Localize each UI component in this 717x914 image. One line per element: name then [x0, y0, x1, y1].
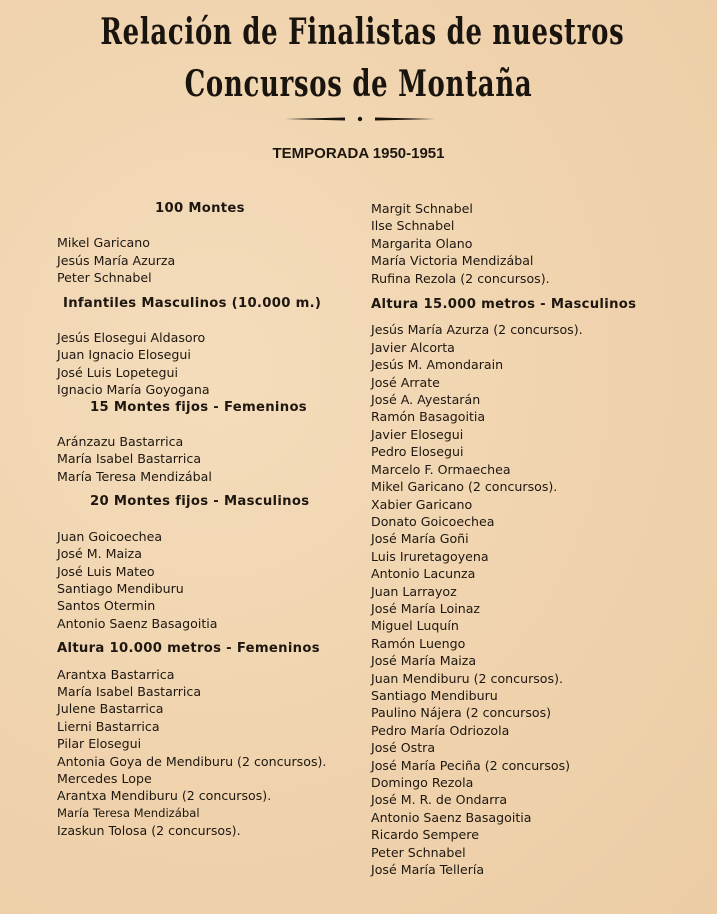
finalist-name: José M. R. de Ondarra: [371, 792, 508, 808]
finalist-name: Mikel Garicano (2 concursos).: [371, 479, 558, 495]
finalist-name: Ramón Luengo: [371, 635, 466, 651]
finalist-name: Pedro Elosegui: [371, 444, 464, 460]
finalist-name: Xabier Garicano: [371, 496, 473, 512]
finalist-name: Donato Goicoechea: [371, 513, 495, 529]
finalist-name: Luis Iruretagoyena: [371, 548, 489, 564]
finalist-name: María Teresa Mendizábal: [57, 468, 212, 484]
finalist-name: José María Peciña (2 concursos): [371, 757, 571, 773]
finalist-name: Peter Schnabel: [371, 844, 466, 860]
finalist-name: José Arrate: [371, 374, 440, 390]
finalist-name: Margarita Olano: [371, 235, 473, 251]
finalist-name: Paulino Nájera (2 concursos): [371, 705, 552, 721]
finalist-name: Mikel Garicano: [57, 235, 150, 251]
finalist-name: Miguel Luquín: [371, 618, 459, 634]
section-heading-15-montes-femeninos: 15 Montes fijos - Femeninos: [90, 399, 307, 415]
finalist-name: Julene Bastarrica: [57, 701, 164, 717]
finalist-name: José María Maiza: [371, 653, 477, 669]
finalist-name: Ricardo Sempere: [371, 827, 479, 843]
finalist-name: Margit Schnabel: [371, 201, 473, 216]
finalist-name: Ignacio María Goyogana: [57, 382, 210, 398]
finalist-name: Santos Otermin: [57, 598, 156, 614]
left-column: [57, 200, 362, 840]
finalist-name: José Ostra: [371, 740, 436, 756]
season-heading: TEMPORADA 1950-1951: [272, 145, 445, 162]
finalist-name: Javier Elosegui: [371, 426, 464, 442]
section-heading-20-montes-masculinos: 20 Montes fijos - Masculinos: [90, 494, 310, 510]
finalist-name: José María Tellería: [371, 862, 485, 878]
finalist-name: María Isabel Bastarrica: [57, 451, 202, 467]
finalist-name: Antonio Saenz Basagoitia: [371, 809, 532, 825]
finalist-name: José María Goñi: [371, 531, 469, 547]
finalist-name: Ilse Schnabel: [371, 218, 455, 234]
finalist-name: José A. Ayestarán: [371, 392, 481, 408]
finalist-name: José M. Maiza: [57, 546, 143, 562]
section-heading-infantiles: Infantiles Masculinos (10.000 m.): [63, 295, 322, 311]
finalist-name: Juan Larrayoz: [371, 583, 457, 599]
finalist-name: Aránzazu Bastarrica: [57, 434, 184, 450]
finalist-name: Arantxa Bastarrica: [57, 666, 175, 682]
finalist-name: Juan Mendiburu (2 concursos).: [371, 670, 563, 686]
finalist-name: Antonio Saenz Basagoitia: [57, 615, 218, 631]
document-title-line-1: Relación de Finalistas de nuestros: [100, 11, 625, 53]
finalist-name: Arantxa Mendiburu (2 concursos).: [57, 788, 272, 804]
finalist-name: Juan Ignacio Elosegui: [57, 347, 191, 363]
finalist-name: Izaskun Tolosa (2 concursos).: [57, 823, 241, 839]
finalist-name: Santiago Mendiburu: [371, 687, 498, 703]
finalist-name: Rufina Rezola (2 concursos).: [371, 270, 550, 286]
finalist-name: Domingo Rezola: [371, 775, 474, 790]
section-heading-altura-10000-femeninos: Altura 10.000 metros - Femeninos: [57, 641, 320, 657]
section-heading-altura-15000-masculinos: Altura 15.000 metros - Masculinos: [371, 297, 637, 313]
finalist-name: Ramón Basagoitia: [371, 409, 486, 425]
finalist-name: Javier Alcorta: [371, 339, 455, 355]
ornamental-divider: [285, 116, 435, 122]
finalist-name: Jesús Elosegui Aldasoro: [57, 330, 206, 346]
finalist-name: Marcelo F. Ormaechea: [371, 461, 511, 477]
finalist-name: Antonio Lacunza: [371, 566, 476, 582]
finalist-name: Jesús M. Amondarain: [371, 357, 504, 373]
finalist-name: María Victoria Mendizábal: [371, 253, 534, 269]
finalist-name: José María Loinaz: [371, 600, 481, 616]
finalist-name: Peter Schnabel: [57, 270, 152, 286]
finalist-name: Lierni Bastarrica: [57, 718, 160, 734]
finalist-name: Jesús María Azurza: [57, 252, 176, 268]
finalist-name: José Luis Mateo: [57, 563, 155, 579]
finalist-name: María Isabel Bastarrica: [57, 683, 202, 699]
section-heading-100-montes: 100 Montes: [155, 201, 245, 216]
document-title-line-2: Concursos de Montaña: [184, 63, 533, 105]
finalist-name: Pilar Elosegui: [57, 736, 142, 752]
finalist-name: José Luis Lopetegui: [57, 364, 178, 380]
finalist-name: Antonia Goya de Mendiburu (2 concursos).: [57, 753, 327, 769]
finalist-name: Jesús María Azurza (2 concursos).: [371, 322, 583, 338]
altura-15000-masculinos-list: [371, 321, 701, 878]
right-column: [371, 200, 701, 878]
finalist-name: Juan Goicoechea: [57, 528, 163, 544]
finalist-name: María Teresa Mendizábal: [57, 805, 200, 820]
finalist-name: Mercedes Lope: [57, 770, 152, 786]
finalist-name: Pedro María Odriozola: [371, 722, 510, 738]
finalist-name: Santiago Mendiburu: [57, 580, 184, 596]
